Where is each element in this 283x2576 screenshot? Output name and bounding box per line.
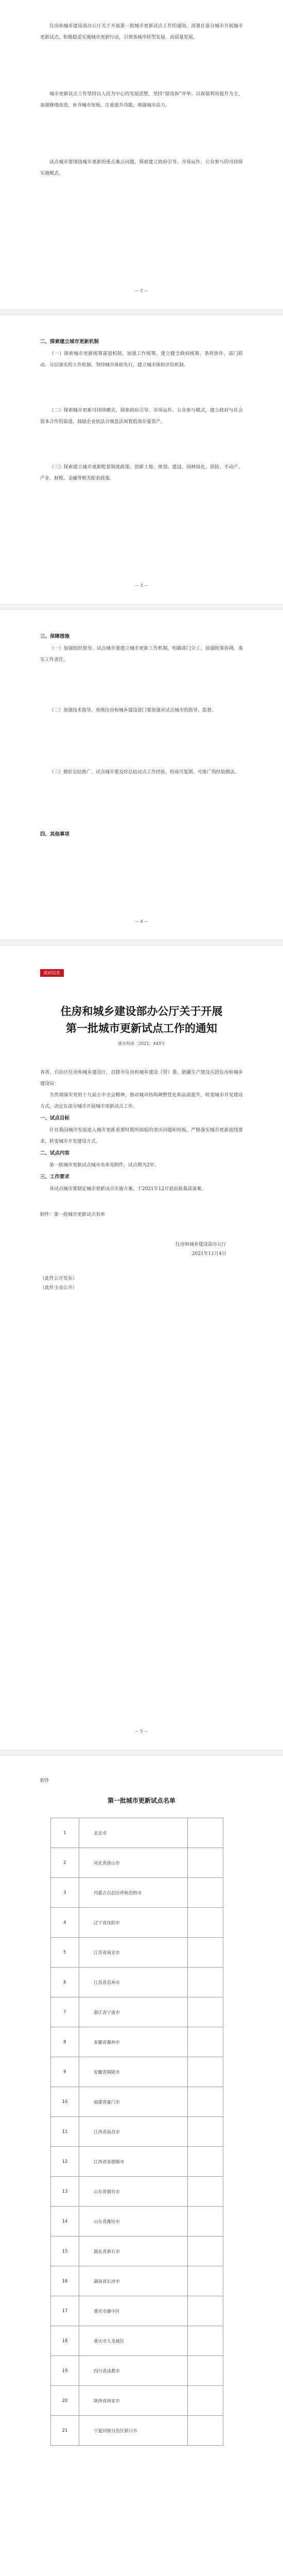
document-page-2 [0,315,283,604]
appendix-title: 第一批城市更新试点名单 [107,1797,175,1804]
remark-cell [188,2356,223,2386]
remark-cell [188,1908,223,1938]
paragraph: （二）加强技术指导。省级住房和城乡建设部门要加强对试点城市的指导、监督。 [49,708,217,713]
paragraph: （三）做好总结推广。试点城市要及时总结试点工作经验，形成可复制、可推广的经验做法。 [49,770,240,775]
city-name: 宁夏回族自治区银川市 [79,2416,188,2446]
paragraph: 城市更新试点工作坚持以人民为中心的发展思想，坚持“留改拆”并举、以保留利用提升为主，加强修缮改造，补齐城市短板，注重提升功能，增强城市活力。 [40,92,243,108]
signature-date: 2021年11月4日 [191,1251,226,1257]
document-page-3 [0,610,283,940]
row-number: 3 [51,1878,79,1908]
page-separator [0,604,283,610]
table-row [51,2236,223,2266]
pilot-city-table [50,1818,223,2446]
notice-page [0,946,283,1750]
remark-cell [188,1878,223,1908]
city-name: 山东省烟台市 [79,2177,188,2207]
city-name: 重庆市九龙坡区 [79,2326,188,2356]
table-row [51,1878,223,1908]
city-name: 江西省景德镇市 [79,2147,188,2177]
category-tag: 政府信息 [40,969,64,977]
table-row [51,2386,223,2416]
attachment-note: 附件：第一批城市更新试点名单 [40,1212,105,1217]
row-number: 8 [51,2027,79,2057]
remark-cell [188,1818,223,1848]
paragraph: 试点城市要围绕城市更新的重点难点问题，探索建立政府引导、市场运作、公众参与的可持续实施模式。 [40,160,243,176]
section-heading: 三、保障措施 [40,634,70,639]
row-number: 16 [51,2266,79,2296]
paragraph: 为贯彻落实党的十九届五中全会精神，推动城市结构调整优化和品质提升，转变城市开发建设方式，决定在部分城市开展城市更新试点工作。 [40,1093,243,1109]
remark-cell [188,2057,223,2087]
city-name: 内蒙古自治区呼和浩特市 [79,1878,188,1908]
table-row [51,1968,223,1997]
page-separator [0,309,283,315]
row-number: 2 [51,1848,79,1878]
table-row [51,2057,223,2087]
city-name: 安徽省滁州市 [79,2027,188,2057]
row-number: 18 [51,2326,79,2356]
table-row [51,2416,223,2446]
remark-cell [188,1938,223,1968]
paragraph: 住房和城乡建设部办公厅关于开展第一批城市更新试点工作的通知，部署在部分城市开展城市更新试点，积极稳妥实施城市更新行动，引领各城市转型发展、高质量发展。 [40,24,243,40]
paragraph: （一）探索城市更新统筹谋划机制。加强工作统筹，建立健全政府统筹、条块协作、部门联动、分层落实的工作机制。坚持城市体检先行，建立城市体检评估机制。 [40,351,243,368]
table-row [51,2147,223,2177]
cc-note: （此件主动公开） [40,1285,78,1291]
section-heading: 四、其他事项 [40,832,70,837]
notice-title-line-2: 第一批城市更新试点工作的通知 [66,1022,217,1035]
city-name: 重庆市渝中区 [79,2296,188,2326]
remark-cell [188,2147,223,2177]
remark-cell [188,2416,223,2446]
paragraph: （三）探索建立城市更新配套制度政策。创新土地、规划、建设、园林绿化、消防、不动产、产业、财税、金融等相关配套政策。 [40,465,243,481]
row-number: 21 [51,2416,79,2446]
remark-cell [188,2027,223,2057]
remark-cell [188,2326,223,2356]
city-name: 湖北省黄石市 [79,2236,188,2266]
row-number: 11 [51,2117,79,2147]
remark-cell [188,1997,223,2027]
table-row [51,2266,223,2296]
remark-cell [188,1848,223,1878]
remark-cell [188,2117,223,2147]
row-number: 7 [51,1997,79,2027]
paragraph: 第一批城市更新试点城市名单见附件，试点期为2年。 [49,1163,159,1168]
row-number: 12 [51,2147,79,2177]
paragraph: （二）探索城市更新可持续模式。探索政府引导、市场运作、公众参与模式，建立政府与社会资本合作的渠道，鼓励企业依法合规盘活闲置低效存量资产。 [40,408,243,425]
row-number: 13 [51,2177,79,2207]
remark-cell [188,2236,223,2266]
remark-cell [188,2266,223,2296]
city-name: 四川省成都市 [79,2356,188,2386]
table-row [51,2177,223,2207]
city-name: 湖南省长沙市 [79,2266,188,2296]
appendix-page [0,1756,283,2576]
remark-cell [188,2296,223,2326]
table-row [51,2027,223,2057]
table-row [51,2296,223,2326]
section-heading: 三、工作要求 [40,1174,70,1180]
row-number: 1 [51,1818,79,1848]
row-number: 6 [51,1968,79,1997]
page-number: — 3 — [134,583,149,588]
row-number: 9 [51,2057,79,2087]
remark-cell [188,2177,223,2207]
signature-org: 住房和城乡建设部办公厅 [175,1242,226,1247]
document-number: 建办科函〔2021〕443号 [118,1041,165,1046]
section-heading: 二、探索建立城市更新机制 [40,339,99,345]
city-name: 辽宁省沈阳市 [79,1908,188,1938]
city-name: 河北省唐山市 [79,1848,188,1878]
city-name: 北京市 [79,1818,188,1848]
remark-cell [188,2087,223,2117]
row-number: 5 [51,1938,79,1968]
table-row [51,1938,223,1968]
city-name: 江苏省南京市 [79,1938,188,1968]
paragraph: 各试点城市要制定城市更新试点实施方案，于2021年12月底前报我部备案。 [49,1187,206,1192]
table-row [51,2326,223,2356]
disclosure-note: （此件公开发布） [40,1276,78,1281]
table-row [51,1908,223,1938]
notice-title-line-1: 住房和城乡建设部办公厅关于开展 [60,1005,223,1018]
row-number: 14 [51,2207,79,2236]
table-row [51,1818,223,1848]
paragraph: 针对我国城市发展进入城市更新重要时期所面临的突出问题和短板，严格落实城市更新底线要求，转变城市开发建设方式。 [40,1128,243,1144]
row-number: 17 [51,2296,79,2326]
city-name: 山东省潍坊市 [79,2207,188,2236]
page-number: — 4 — [134,919,149,924]
table-row [51,2356,223,2386]
table-row [51,2207,223,2236]
city-name: 福建省厦门市 [79,2087,188,2117]
row-number: 4 [51,1908,79,1938]
page-number: — 2 — [134,289,149,293]
section-heading: 一、试点目标 [40,1115,70,1121]
page-separator [0,940,283,946]
page-number: — 5 — [134,1729,149,1734]
table-row [51,2087,223,2117]
table-row [51,1848,223,1878]
remark-cell [188,2207,223,2236]
row-number: 15 [51,2236,79,2266]
city-name: 江苏省苏州市 [79,1968,188,1997]
city-name: 陕西省西安市 [79,2386,188,2416]
city-name: 浙江省宁波市 [79,1997,188,2027]
row-number: 19 [51,2356,79,2386]
document-page-1 [0,0,283,309]
remark-cell [188,2386,223,2416]
page-separator [0,1750,283,1756]
city-name: 安徽省铜陵市 [79,2057,188,2087]
section-heading: 二、试点内容 [40,1150,70,1156]
salutation: 各省、自治区住房和城乡建设厅，直辖市住房和城乡建设（管）委，新疆生产建设兵团住房和城乡建设局： [40,1070,243,1087]
paragraph: （一）加强组织领导。试点城市要建立城市更新工作机制，明确部门分工，加强统筹协调，落实工作责任。 [40,646,243,663]
appendix-label: 附件 [40,1778,50,1784]
table-row [51,2117,223,2147]
city-name: 江西省南昌市 [79,2117,188,2147]
table-row [51,1997,223,2027]
row-number: 10 [51,2087,79,2117]
row-number: 20 [51,2386,79,2416]
remark-cell [188,1968,223,1997]
